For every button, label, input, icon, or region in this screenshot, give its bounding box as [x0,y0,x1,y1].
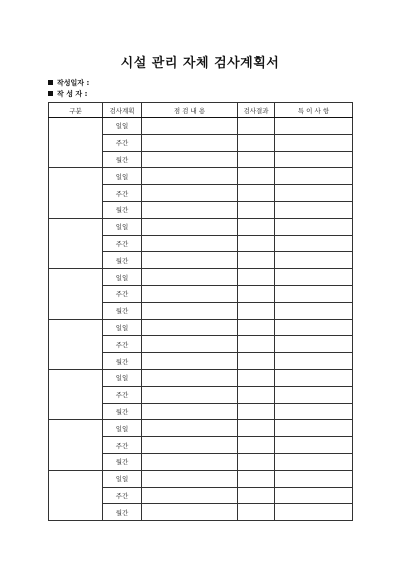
result-cell[interactable] [238,353,275,370]
result-cell[interactable] [238,118,275,135]
result-cell[interactable] [238,369,275,386]
content-cell[interactable] [142,201,238,218]
category-cell[interactable] [49,319,103,369]
result-cell[interactable] [238,285,275,302]
notes-cell[interactable] [275,235,353,252]
notes-cell[interactable] [275,336,353,353]
plan-period-cell: 일일 [103,470,142,487]
plan-period-cell: 일일 [103,369,142,386]
table-row [49,470,353,487]
table-row [49,168,353,185]
plan-period-cell: 월간 [103,302,142,319]
content-cell[interactable] [142,168,238,185]
plan-period-cell: 주간 [103,134,142,151]
plan-period-cell: 주간 [103,437,142,454]
square-bullet-icon [48,80,53,85]
plan-period-cell: 주간 [103,487,142,504]
square-bullet-icon [48,91,53,96]
category-cell[interactable] [49,369,103,419]
plan-period-cell: 월간 [103,403,142,420]
plan-period-cell: 월간 [103,504,142,521]
content-cell[interactable] [142,151,238,168]
notes-cell[interactable] [275,218,353,235]
plan-period-cell: 일일 [103,319,142,336]
content-cell[interactable] [142,420,238,437]
notes-cell[interactable] [275,269,353,286]
table-row [49,420,353,437]
category-cell[interactable] [49,118,103,168]
content-cell[interactable] [142,118,238,135]
document-title: 시설 관리 자체 검사계획서 [120,56,280,71]
table-body [49,118,353,521]
notes-cell[interactable] [275,470,353,487]
result-cell[interactable] [238,134,275,151]
content-cell[interactable] [142,504,238,521]
notes-cell[interactable] [275,302,353,319]
category-cell[interactable] [49,420,103,470]
result-cell[interactable] [238,319,275,336]
result-cell[interactable] [238,201,275,218]
result-cell[interactable] [238,151,275,168]
content-cell[interactable] [142,185,238,202]
plan-period-cell: 월간 [103,353,142,370]
plan-period-cell: 일일 [103,118,142,135]
result-cell[interactable] [238,453,275,470]
notes-cell[interactable] [275,134,353,151]
result-cell[interactable] [238,420,275,437]
notes-cell[interactable] [275,151,353,168]
content-cell[interactable] [142,235,238,252]
plan-period-cell: 월간 [103,151,142,168]
inspection-plan-table [48,102,353,521]
header-plan: 검사계획 [103,103,142,118]
table-row [49,218,353,235]
header-result: 검사결과 [238,103,275,118]
table-row [49,269,353,286]
content-cell[interactable] [142,470,238,487]
content-cell[interactable] [142,437,238,454]
author-label: 작 성 자 : [57,90,88,98]
plan-period-cell: 일일 [103,218,142,235]
content-cell[interactable] [142,134,238,151]
notes-cell[interactable] [275,403,353,420]
plan-period-cell: 주간 [103,386,142,403]
content-cell[interactable] [142,369,238,386]
content-cell[interactable] [142,319,238,336]
plan-period-cell: 일일 [103,168,142,185]
result-cell[interactable] [238,487,275,504]
result-cell[interactable] [238,185,275,202]
date-line [48,78,89,88]
result-cell[interactable] [238,470,275,487]
result-cell[interactable] [238,269,275,286]
category-cell[interactable] [49,168,103,218]
notes-cell[interactable] [275,353,353,370]
header-notes: 특 이 사 항 [275,103,353,118]
content-cell[interactable] [142,353,238,370]
result-cell[interactable] [238,403,275,420]
table-row [49,118,353,135]
result-cell[interactable] [238,235,275,252]
content-cell[interactable] [142,487,238,504]
notes-cell[interactable] [275,168,353,185]
plan-period-cell: 주간 [103,285,142,302]
content-cell[interactable] [142,336,238,353]
result-cell[interactable] [238,386,275,403]
notes-cell[interactable] [275,252,353,269]
result-cell[interactable] [238,168,275,185]
date-label: 작성일자 : [57,79,90,87]
content-cell[interactable] [142,403,238,420]
table-row [49,319,353,336]
content-cell[interactable] [142,269,238,286]
table-row [49,369,353,386]
content-cell[interactable] [142,386,238,403]
plan-period-cell: 일일 [103,420,142,437]
plan-period-cell: 일일 [103,269,142,286]
content-cell[interactable] [142,285,238,302]
content-cell[interactable] [142,453,238,470]
result-cell[interactable] [238,336,275,353]
notes-cell[interactable] [275,118,353,135]
result-cell[interactable] [238,252,275,269]
result-cell[interactable] [238,504,275,521]
notes-cell[interactable] [275,201,353,218]
category-cell[interactable] [49,218,103,268]
notes-cell[interactable] [275,185,353,202]
plan-period-cell: 주간 [103,185,142,202]
plan-period-cell: 월간 [103,453,142,470]
content-cell[interactable] [142,252,238,269]
author-line [48,89,87,99]
content-cell[interactable] [142,302,238,319]
category-cell[interactable] [49,269,103,319]
notes-cell[interactable] [275,369,353,386]
notes-cell[interactable] [275,420,353,437]
header-category: 구분 [49,103,103,118]
result-cell[interactable] [238,218,275,235]
notes-cell[interactable] [275,453,353,470]
plan-period-cell: 주간 [103,235,142,252]
result-cell[interactable] [238,437,275,454]
notes-cell[interactable] [275,437,353,454]
notes-cell[interactable] [275,285,353,302]
notes-cell[interactable] [275,504,353,521]
header-content: 점 검 내 용 [142,103,238,118]
plan-period-cell: 월간 [103,201,142,218]
notes-cell[interactable] [275,319,353,336]
plan-period-cell: 월간 [103,252,142,269]
plan-period-cell: 주간 [103,336,142,353]
table-header-row [49,103,353,118]
notes-cell[interactable] [275,386,353,403]
result-cell[interactable] [238,302,275,319]
category-cell[interactable] [49,470,103,520]
notes-cell[interactable] [275,487,353,504]
content-cell[interactable] [142,218,238,235]
